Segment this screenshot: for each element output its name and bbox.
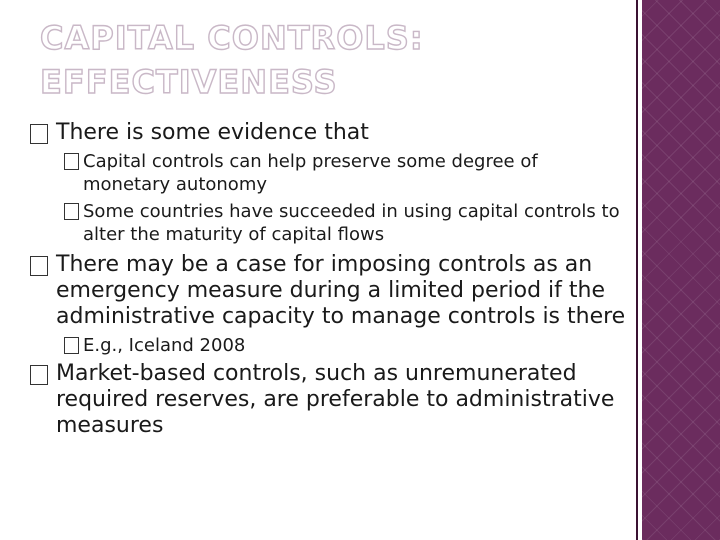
bullet-box-icon [30,365,48,385]
sub-bullet-item [64,150,630,196]
bullet-text: There may be a case for imposing controls as an emergency measure during a limited period if the administrative capacity to manage controls is there [56,252,626,329]
bullet-text: Market-based controls, such as unremunerated required reserves, are preferable to administrative measures [56,361,615,438]
bullet-box-icon [64,153,79,170]
bullet-item [30,361,630,439]
bullet-item [30,252,630,330]
bullet-box-icon [64,203,79,220]
title-line-2: EFFECTIVENESS [40,63,338,101]
sub-bullet-text: Some countries have succeeded in using capital controls to alter the maturity of capital flows [83,201,620,245]
bullet-box-icon [30,256,48,276]
decorative-sidebar [642,0,720,540]
sub-bullet-item [64,334,630,357]
bullet-box-icon [64,337,79,354]
sub-bullet-text: Capital controls can help preserve some degree of monetary autonomy [83,151,538,195]
bullet-list [30,120,630,439]
sub-bullet-text: E.g., Iceland 2008 [83,335,246,356]
bullet-box-icon [30,124,48,144]
bullet-item [30,120,630,146]
title-line-1: CAPITAL CONTROLS: [40,19,424,57]
sidebar-shadow-line [636,0,638,540]
sub-bullet-item [64,200,630,246]
bullet-text: There is some evidence that [56,120,369,145]
slide-title [40,16,610,104]
